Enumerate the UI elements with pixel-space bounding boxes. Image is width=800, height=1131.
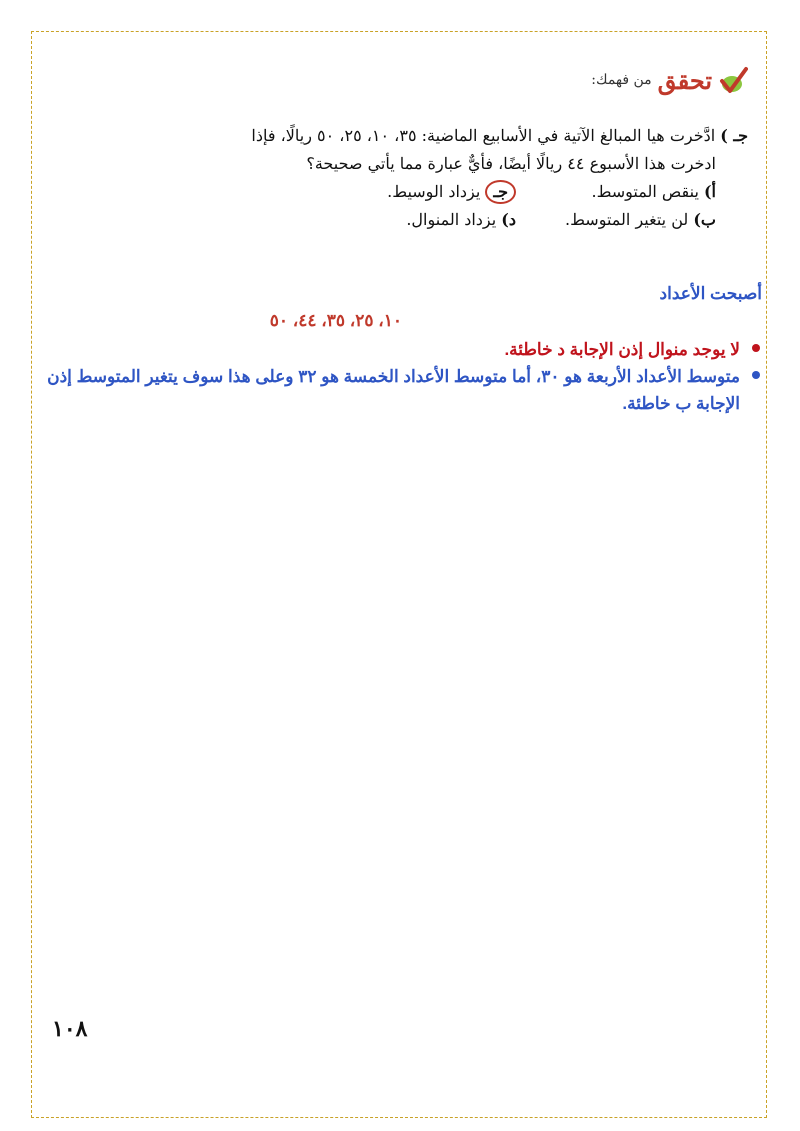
option-c: جـ يزداد الوسيط.: [306, 178, 516, 206]
question-block: [88, 122, 748, 234]
bullet-dot: [752, 371, 760, 379]
options-grid: [88, 178, 748, 234]
question-letter: جـ ): [720, 126, 748, 145]
answer-block: [34, 280, 762, 417]
section-header: [591, 62, 748, 98]
question-text-1: ادَّخرت هيا المبالغ الآتية في الأسابيع الماضية: ٣٥، ١٠، ٢٥، ٥٠ ريالًا، فإذا: [251, 126, 716, 145]
bullet-item: لا يوجد منوال إذن الإجابة د خاطئة.: [34, 336, 762, 363]
selected-answer-circle: جـ: [485, 180, 516, 204]
option-a: أ) ينقص المتوسط.: [591, 182, 716, 201]
answer-intro: أصبحت الأعداد: [659, 284, 762, 303]
option-b: ب) لن يتغير المتوسط.: [565, 210, 716, 229]
question-line-2: ادخرت هذا الأسبوع ٤٤ ريالًا أيضًا، فأيٌّ عبارة مما يأتي صحيحة؟: [306, 154, 716, 173]
answer-numbers: ١٠، ٢٥، ٣٥، ٤٤، ٥٠: [269, 311, 402, 330]
question-line-1: [88, 122, 748, 150]
option-d: د) يزداد المنوال.: [406, 210, 516, 229]
header-subtitle: من فهمك:: [591, 72, 652, 88]
bullet-item: متوسط الأعداد الأربعة هو ٣٠، أما متوسط الأعداد الخمسة هو ٣٢ وعلى هذا سوف يتغير المتوسط إذن الإجابة ب خاطئة.: [34, 363, 762, 417]
bullet-dot: [752, 344, 760, 352]
header-title: تحقق: [657, 65, 712, 95]
checkmark-icon: [718, 65, 748, 95]
answer-bullets: [34, 336, 762, 417]
page-number: ١٠٨: [52, 1016, 88, 1041]
